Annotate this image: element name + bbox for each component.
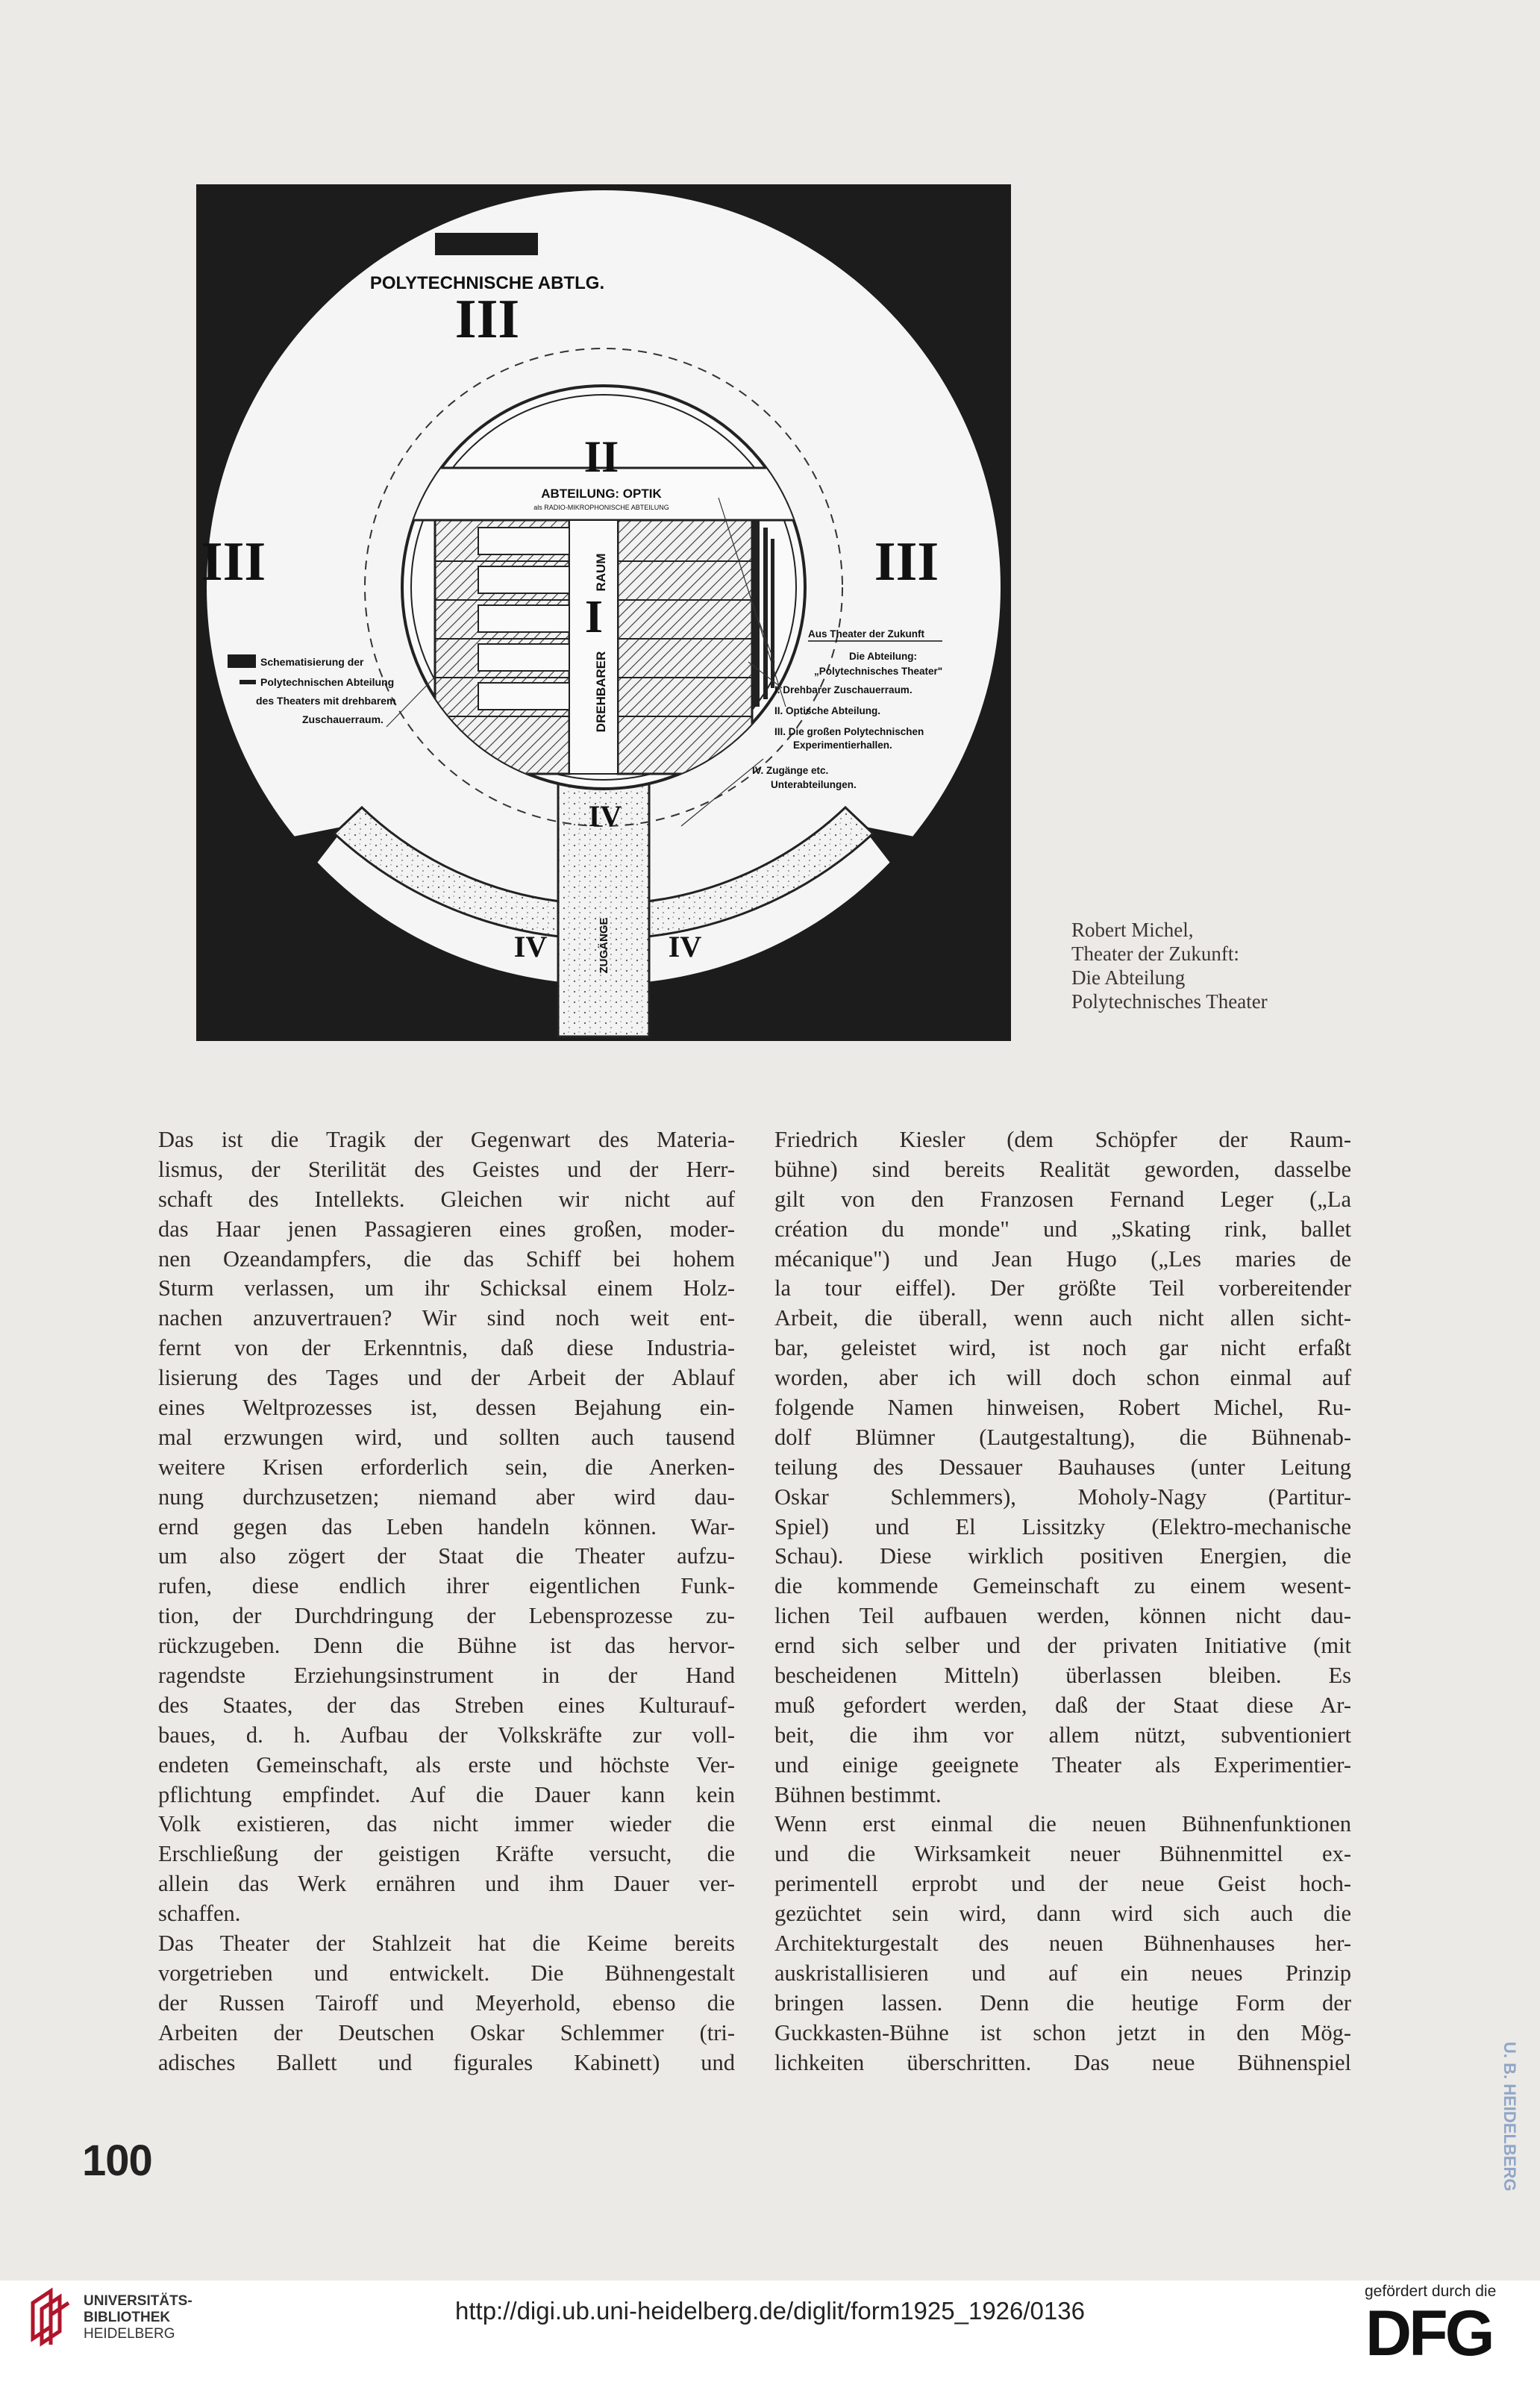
left-legend-line: des Theaters mit drehbarem <box>256 695 396 707</box>
right-legend-line: IV. Zugänge etc. <box>752 765 829 776</box>
text-line: bar, geleistet wird, ist noch gar nicht erfaßt <box>774 1335 1351 1361</box>
text-line: Bühnen bestimmt. <box>774 1781 942 1807</box>
diagram-svg <box>196 184 1011 1041</box>
right-legend-line: Die Abteilung: <box>849 651 917 662</box>
left-legend-line: Polytechnischen Abteilung <box>260 676 395 688</box>
footer-bar <box>0 2281 1540 2382</box>
text-line: auskristallisieren und auf ein neues Prinzip <box>774 1960 1351 1986</box>
right-legend-line: III. Die großen Polytechnischen <box>774 726 924 737</box>
text-line: das Haar jenen Passagieren eines großen, moder- <box>158 1216 735 1242</box>
text-line: teilung des Dessauer Bauhauses (unter Leitung <box>774 1454 1351 1480</box>
label-drehbarer: DREHBARER <box>594 651 608 733</box>
text-line: gezüchtet sein wird, dann wird sich auch die <box>774 1901 1351 1927</box>
dfg-logo: DFG <box>1365 2298 1492 2369</box>
numeral-four-left: IV <box>513 930 548 963</box>
text-line: Schau). Diese wirklich positiven Energien, die <box>774 1543 1351 1569</box>
right-legend-line: Experimentierhallen. <box>793 740 892 751</box>
text-line: Das ist die Tragik der Gegenwart des Materia- <box>158 1127 735 1152</box>
caption-line: Robert Michel, <box>1071 919 1194 941</box>
library-stamp <box>1485 2042 1519 2258</box>
library-line: UNIVERSITÄTS- <box>84 2293 192 2309</box>
text-line: lichkeiten überschritten. Das neue Bühnenspiel <box>774 2049 1351 2075</box>
right-legend-line: Unterabteilungen. <box>771 779 857 790</box>
text-line: Oskar Schlemmers), Moholy-Nagy (Partitur- <box>774 1484 1351 1510</box>
numeral-four-right: IV <box>668 930 702 963</box>
text-line: Arbeiten der Deutschen Oskar Schlemmer (tri- <box>158 2019 735 2045</box>
text-line: und einige geeignete Theater als Experimentier- <box>774 1751 1351 1778</box>
text-line: rückzugeben. Denn die Bühne ist das hervor- <box>158 1633 735 1659</box>
optik-title: ABTEILUNG: OPTIK <box>541 487 662 501</box>
text-line: ernd gegen das Leben handeln können. War- <box>158 1513 735 1539</box>
caption-line: Die Abteilung <box>1071 966 1186 989</box>
text-line: Erschließung der geistigen Kräfte versucht, die <box>158 1841 735 1867</box>
text-line: um also zögert der Staat die Theater aufzu- <box>158 1543 735 1569</box>
library-line: HEIDELBERG <box>84 2326 175 2342</box>
top-bar <box>435 233 538 255</box>
text-line: mécanique") und Jean Hugo („Les maries de <box>774 1245 1351 1272</box>
caption-line: Polytechnisches Theater <box>1071 990 1268 1013</box>
caption-line: Theater der Zukunft: <box>1071 943 1239 965</box>
text-line: des Staates, der das Streben eines Kulturauf- <box>158 1692 735 1718</box>
numeral-one: I <box>584 592 604 643</box>
theater-diagram <box>196 184 1011 1041</box>
text-line: nachen anzuvertrauen? Wir sind noch weit ent- <box>158 1305 735 1331</box>
text-line: Friedrich Kiesler (dem Schöpfer der Raum- <box>774 1127 1351 1152</box>
text-line: création du monde" und „Skating rink, ballet <box>774 1216 1351 1242</box>
right-legend-line: „Polytechnisches Theater" <box>814 666 943 677</box>
top-title: POLYTECHNISCHE ABTLG. <box>369 273 605 293</box>
text-line: Architekturgestalt des neuen Bühnenhauses her- <box>774 1931 1351 1957</box>
text-line: weitere Krisen erforderlich sein, die Anerken- <box>158 1454 735 1480</box>
legend-swatch-small <box>240 680 256 684</box>
label-raum: RAUM <box>594 553 608 592</box>
numeral-four-center: IV <box>588 799 622 833</box>
text-line: Spiel) und El Lissitzky (Elektro-mechanische <box>774 1513 1351 1539</box>
text-line: bringen lassen. Denn die heutige Form der <box>774 1989 1351 2016</box>
numeral-top: III <box>454 289 520 350</box>
page-number: 100 <box>82 2136 152 2185</box>
text-line: mal erzwungen wird, und sollten auch tausend <box>158 1424 735 1450</box>
text-line: lismus, der Sterilität des Geistes und der Herr- <box>158 1156 735 1182</box>
text-line: Volk existieren, das nicht immer wieder die <box>158 1811 735 1837</box>
right-column <box>774 1125 1351 2078</box>
text-line: Guckkasten-Bühne ist schon jetzt in den Mög- <box>774 2019 1351 2045</box>
text-line: worden, aber ich will doch schon einmal auf <box>774 1365 1351 1391</box>
text-line: und die Wirksamkeit neuer Bühnenmittel ex- <box>774 1841 1351 1867</box>
text-line: pflichtung empfindet. Auf die Dauer kann kein <box>158 1781 735 1807</box>
right-legend-line: II. Optische Abteilung. <box>774 705 881 716</box>
text-line: Sturm verlassen, um ihr Schicksal einem Holz- <box>158 1275 735 1301</box>
text-line: gilt von den Franzosen Fernand Leger („La <box>774 1186 1351 1212</box>
library-line: BIBLIOTHEK <box>84 2310 171 2325</box>
text-line: adisches Ballett und figurales Kabinett) und <box>158 2049 735 2075</box>
funding-text: gefördert durch die <box>1365 2283 1497 2300</box>
text-line: perimentell erprobt und der neue Geist hoch- <box>774 1871 1351 1897</box>
text-line: bühne) sind bereits Realität geworden, dasselbe <box>774 1156 1351 1182</box>
text-line: eines Weltprozesses ist, dessen Bejahung ein- <box>158 1395 735 1421</box>
text-line: Arbeit, die überall, wenn auch nicht allen sicht- <box>774 1305 1351 1331</box>
left-column <box>158 1125 735 2078</box>
text-line: baues, d. h. Aufbau der Volkskräfte zur voll- <box>158 1722 735 1748</box>
text-line: der Russen Tairoff und Meyerhold, ebenso die <box>158 1989 735 2016</box>
text-line: schaffen. <box>158 1901 241 1927</box>
text-line: ernd sich selber und der privaten Initiative (mit <box>774 1633 1351 1659</box>
text-line: bescheidenen Mitteln) überlassen bleiben. Es <box>774 1663 1351 1689</box>
text-line: lisierung des Tages und der Arbeit der Ablauf <box>158 1365 735 1391</box>
text-line: dolf Blümner (Lautgestaltung), die Bühnenab- <box>774 1424 1351 1450</box>
left-legend-line: Schematisierung der <box>260 656 364 668</box>
text-line: nen Ozeandampfers, die das Schiff bei hohem <box>158 1245 735 1272</box>
stamp-text: U. B. HEIDELBERG <box>1500 2042 1519 2192</box>
text-line: muß gefordert werden, daß der Staat diese Ar- <box>774 1692 1351 1718</box>
right-legend-line: Aus Theater der Zukunft <box>808 628 925 640</box>
permalink-url[interactable]: http://digi.ub.uni-heidelberg.de/diglit/form1925_1926/0136 <box>455 2297 1085 2325</box>
numeral-left: III <box>201 531 266 593</box>
left-legend-line: Zuschauerraum. <box>302 713 384 725</box>
right-legend-line: I. Drehbarer Zuschauerraum. <box>774 684 913 695</box>
numeral-right: III <box>874 531 939 593</box>
text-line: schaft des Intellekts. Gleichen wir nicht auf <box>158 1186 735 1212</box>
text-line: endeten Gemeinschaft, als erste und höchste Ver- <box>158 1751 735 1778</box>
text-line: la tour eiffel). Der größte Teil vorbereitender <box>774 1275 1351 1301</box>
text-line: fernt von der Erkenntnis, daß diese Industria- <box>158 1335 735 1361</box>
text-line: ragendste Erziehungsinstrument in der Hand <box>158 1663 735 1689</box>
legend-swatch-large <box>228 654 256 668</box>
text-line: lichen Teil aufbauen werden, können nicht dau- <box>774 1603 1351 1629</box>
text-line: folgende Namen hinweisen, Robert Michel, Ru- <box>774 1395 1351 1421</box>
numeral-two: II <box>583 432 619 481</box>
text-line: beit, die ihm vor allem nützt, subventioniert <box>774 1722 1351 1748</box>
text-line: vorgetrieben und entwickelt. Die Bühnengestalt <box>158 1960 735 1986</box>
text-line: rufen, diese endlich ihrer eigentlichen Funk- <box>158 1573 735 1599</box>
text-line: tion, der Durchdringung der Lebensprozesse zu- <box>158 1603 735 1629</box>
text-line: Das Theater der Stahlzeit hat die Keime bereits <box>158 1931 735 1957</box>
text-line: nung durchzusetzen; niemand aber wird dau- <box>158 1484 735 1510</box>
figure-caption <box>1071 918 1340 1013</box>
text-line: die kommende Gemeinschaft zu einem wesent- <box>774 1573 1351 1599</box>
text-line: Wenn erst einmal die neuen Bühnenfunktionen <box>774 1811 1351 1837</box>
text-line: allein das Werk ernähren und ihm Dauer ver- <box>158 1871 735 1897</box>
optik-subtitle: als RADIO-MIKROPHONISCHE ABTEILUNG <box>533 504 669 511</box>
label-zugaenge: ZUGÄNGE <box>598 917 610 974</box>
